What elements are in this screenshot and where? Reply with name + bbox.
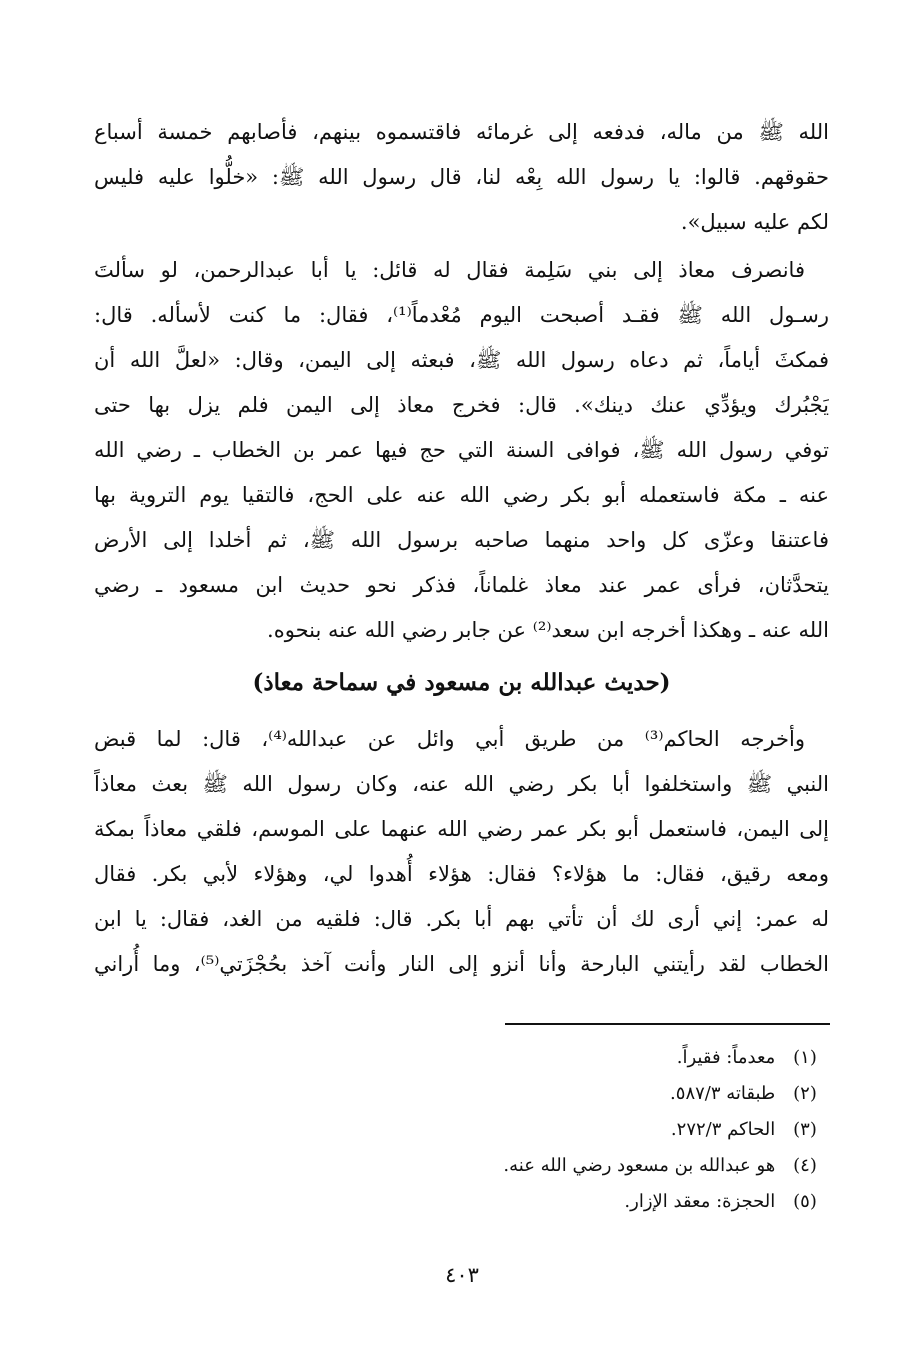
footnote — [94, 1148, 829, 1184]
footnote-text: طبقاته ٥٨٧/٣. — [670, 1083, 776, 1104]
text-line: النبي ﷺ واستخلفوا أبا بكر رضي الله عنه، وكان رسول الله ﷺ بعث معاذاً — [94, 772, 829, 796]
section-heading: (حديث عبدالله بن مسعود في سماحة معاذ) — [252, 669, 671, 696]
footnote-text: معدماً: فقيراً. — [676, 1047, 776, 1068]
page-number: ٤٠٣ — [445, 1263, 479, 1287]
text-line: يتحدَّثان، فرأى عمر عند معاذ غلماناً، فذكر نحو حديث ابن مسعود ـ رضي — [94, 573, 829, 597]
footnote-number: (٤) — [793, 1155, 817, 1176]
paragraph-3 — [94, 717, 829, 987]
footnote-number: (٢) — [793, 1083, 817, 1104]
footnote-number: (١) — [793, 1047, 817, 1068]
text-line: الله ﷺ من ماله، فدفعه إلى غرمائه فاقتسموه بينهم، فأصابهم خمسة أسباع — [94, 120, 829, 144]
text-line: عنه ـ مكة فاستعمله أبو بكر رضي الله عنه على الحج، فالتقيا يوم التروية بها — [94, 483, 829, 507]
paragraph-2 — [94, 248, 829, 653]
footnotes — [94, 1040, 829, 1220]
text-line: فمكثَ أياماً، ثم دعاه رسول الله ﷺ، فبعثه إلى اليمن، وقال: «لعلَّ الله أن — [94, 348, 829, 372]
footnote-number: (٣) — [793, 1119, 817, 1140]
text-line: إلى اليمن، فاستعمل أبو بكر عمر رضي الله عنهما على الموسم، فلقي معاذاً بمكة — [94, 817, 829, 841]
text-line: رسـول الله ﷺ فقـد أصبحت اليوم مُعْدماً⁽¹⁾، فقال: ما كنت لأسأله. قال: — [94, 303, 829, 327]
text-line: له عمر: إني أرى لك أن تأتي بهم أبا بكر. قال: فلقيه من الغد، فقال: يا ابن — [94, 907, 829, 931]
footnote-text: الحاكم ٢٧٢/٣. — [670, 1119, 776, 1140]
text-line: الخطاب لقد رأيتني البارحة وأنا أنزو إلى النار وأنت آخذ بحُجْزَتي⁽⁵⁾، وما أُراني — [94, 952, 829, 976]
footnote-text: الحجزة: معقد الإزار. — [624, 1191, 776, 1212]
footnote — [94, 1184, 829, 1220]
footnote — [94, 1040, 829, 1076]
text-line: يَجْبُرك ويؤدِّي عنك دينك». قال: فخرج معاذ إلى اليمن فلم يزل بها حتى — [94, 393, 829, 417]
footnote — [94, 1112, 829, 1148]
paragraph-1 — [94, 110, 829, 245]
text-line: حقوقهم. قالوا: يا رسول الله بِعْه لنا، قال رسول الله ﷺ: «خلُّوا عليه فليس — [94, 165, 829, 189]
text-line: لكم عليه سبيل». — [680, 210, 829, 234]
text-line: ومعه رقيق، فقال: ما هؤلاء؟ فقال: هؤلاء أُهدوا لي، وهؤلاء لأبي بكر. فقال — [94, 862, 829, 886]
text-line: توفي رسول الله ﷺ، فوافى السنة التي حج فيها عمر بن الخطاب ـ رضي الله — [94, 438, 829, 462]
text-line: فانصرف معاذ إلى بني سَلِمة فقال له قائل: يا أبا عبدالرحمن، لو سألتَ — [94, 258, 805, 282]
footnote — [94, 1076, 829, 1112]
footnote-separator — [505, 1023, 830, 1025]
text-line: الله عنه ـ وهكذا أخرجه ابن سعد⁽²⁾ عن جابر رضي الله عنه بنحوه. — [267, 618, 829, 642]
text-line: فاعتنقا وعزّى كل واحد منهما صاحبه برسول الله ﷺ، ثم أخلدا إلى الأرض — [94, 528, 829, 552]
footnote-text: هو عبدالله بن مسعود رضي الله عنه. — [503, 1155, 776, 1176]
text-line: وأخرجه الحاكم⁽³⁾ من طريق أبي وائل عن عبدالله⁽⁴⁾، قال: لما قبض — [94, 727, 805, 751]
footnote-number: (٥) — [793, 1191, 817, 1212]
